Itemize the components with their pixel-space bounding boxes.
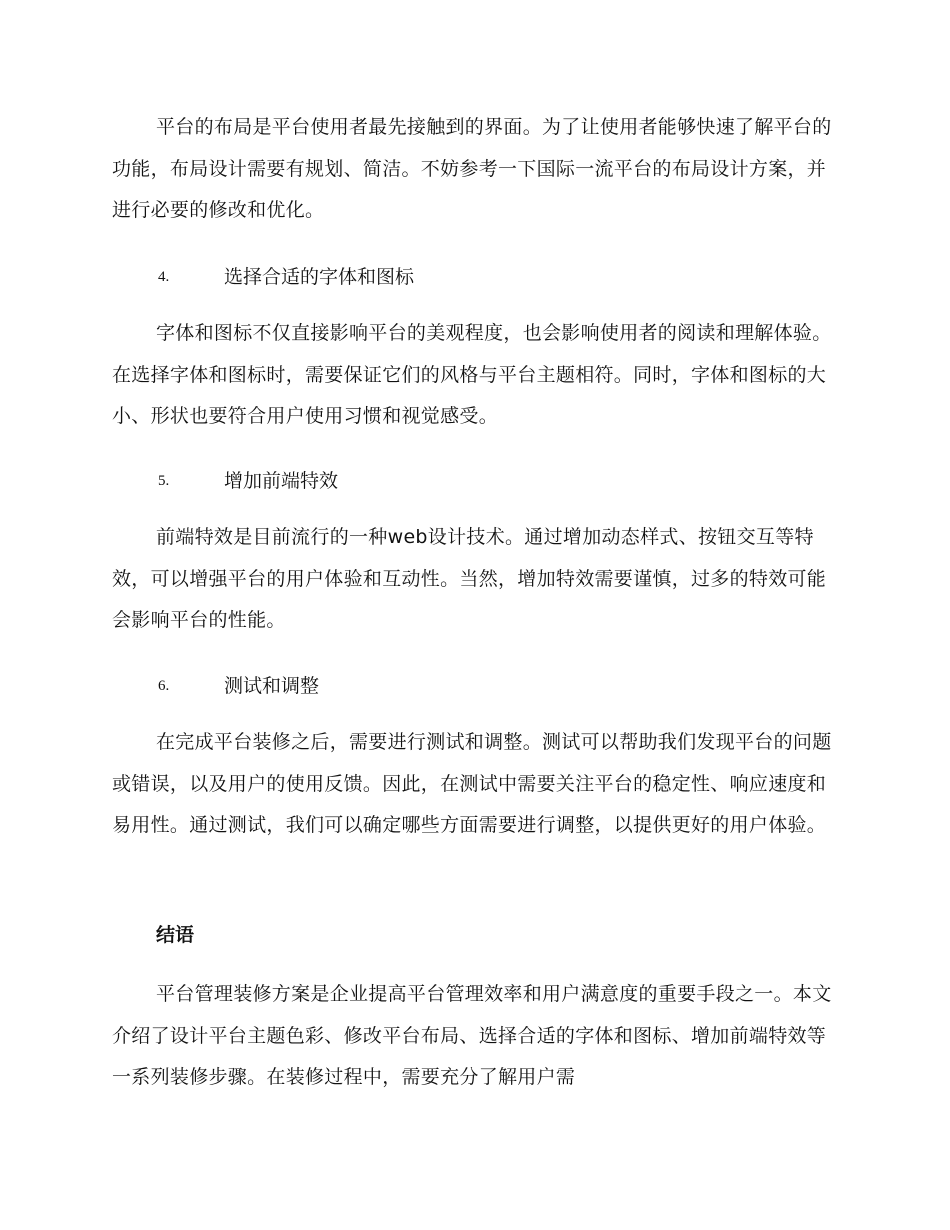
- section-number: 4.: [158, 269, 170, 285]
- section-title: 增加前端特效: [224, 470, 339, 492]
- section-number: 6.: [158, 678, 170, 694]
- section-number: 5.: [158, 473, 170, 489]
- section-title: 选择合适的字体和图标: [224, 266, 415, 288]
- section-title: 测试和调整: [224, 675, 320, 697]
- conclusion-heading: 结语: [156, 924, 195, 946]
- paragraph-fonts-icons: 字体和图标不仅直接影响平台的美观程度，也会影响使用者的阅读和理解体验。在选择字体和图标时，需要保证它们的风格与平台主题相符。同时，字体和图标的大小、形状也要符合用户使用习惯和视觉感受。: [112, 322, 832, 427]
- paragraph-conclusion: 平台管理装修方案是企业提高平台管理效率和用户满意度的重要手段之一。本文介绍了设计平台主题色彩、修改平台布局、选择合适的字体和图标、增加前端特效等一系列装修步骤。在装修过程中，需要充分了解用户需: [112, 983, 832, 1088]
- paragraph-frontend-effects: 前端特效是目前流行的一种web设计技术。通过增加动态样式、按钮交互等特效，可以增强平台的用户体验和互动性。当然，增加特效需要谨慎，过多的特效可能会影响平台的性能。: [112, 526, 827, 631]
- paragraph-layout: 平台的布局是平台使用者最先接触到的界面。为了让使用者能够快速了解平台的功能，布局设计需要有规划、简洁。不妨参考一下国际一流平台的布局设计方案，并进行必要的修改和优化。: [112, 116, 832, 221]
- paragraph-testing: 在完成平台装修之后，需要进行测试和调整。测试可以帮助我们发现平台的问题或错误，以及用户的使用反馈。因此，在测试中需要关注平台的稳定性、响应速度和易用性。通过测试，我们可以确定哪些方面需要进行调整，以提供更好的用户体验。: [112, 731, 832, 836]
